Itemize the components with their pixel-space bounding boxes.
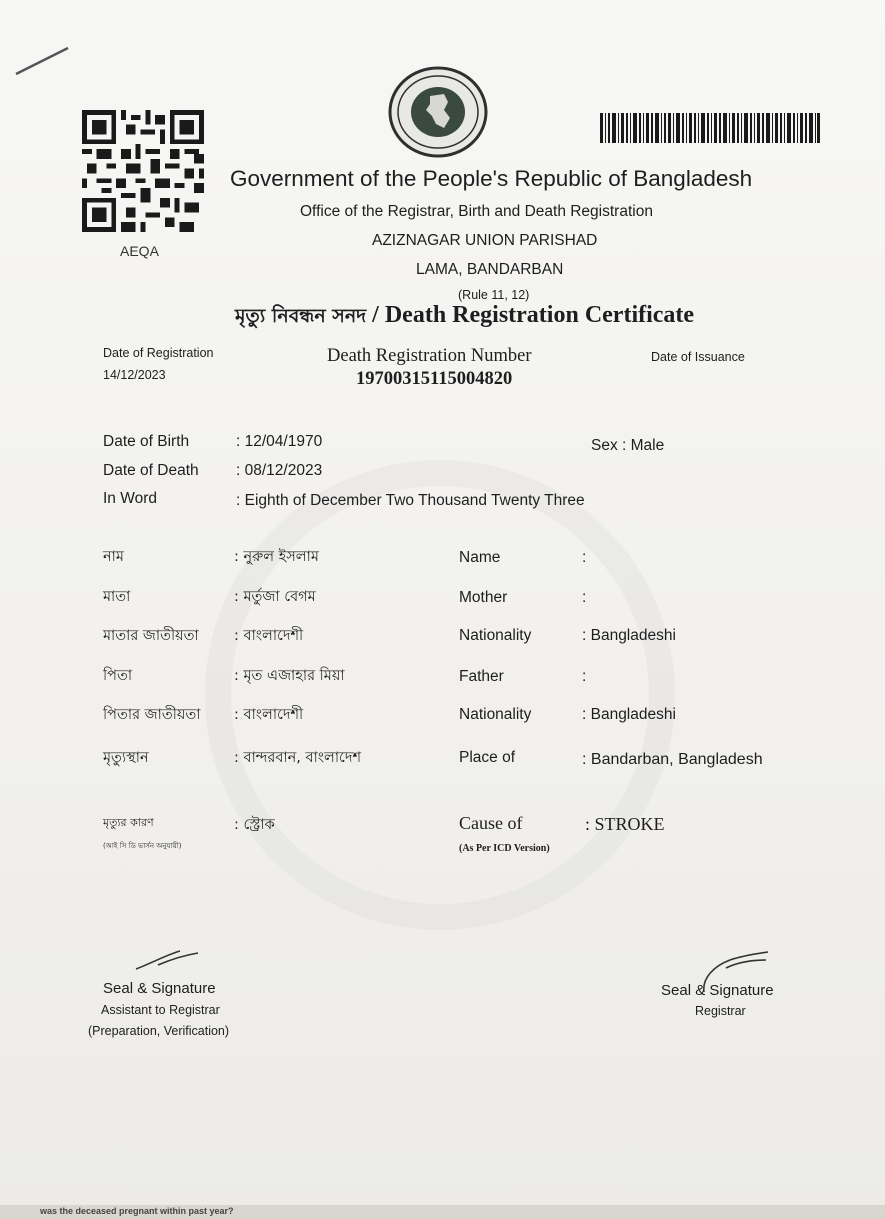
certificate-title-bn: মৃত্যু নিবন্ধন সনদ [235, 305, 367, 327]
registration-number-value: 19700315115004820 [356, 369, 513, 389]
watermark-emblem [205, 460, 675, 930]
bn-value-father-nationality: : বাংলাদেশী [234, 707, 304, 723]
bn-value-name: : নুরুল ইসলাম [234, 549, 319, 565]
in-word-value: : Eighth of December Two Thousand Twenty Three [236, 492, 585, 509]
bn-label-name: নাম [103, 549, 124, 565]
bn-value-father: : মৃত এজাহার মিয়া [234, 668, 345, 684]
sex-value: Sex : Male [591, 437, 665, 454]
date-of-registration-label: Date of Registration [103, 346, 214, 360]
bn-label-mother: মাতা [103, 589, 131, 605]
date-of-birth-label: Date of Birth [103, 433, 190, 450]
office-name: Office of the Registrar, Birth and Death Registration [300, 203, 653, 220]
qr-caption: AEQA [120, 243, 159, 259]
en-label-mother: Mother [459, 589, 508, 606]
bn-value-place-of-death: : বান্দরবান, বাংলাদেশ [234, 750, 362, 766]
registration-number-label: Death Registration Number [327, 346, 532, 366]
left-signature-role: Assistant to Registrar [101, 1003, 220, 1017]
certificate-title-sep: / [366, 302, 385, 328]
en-label-cause: Cause of [459, 813, 523, 833]
in-word-label: In Word [103, 490, 157, 507]
government-title: Government of the People's Republic of Bangladesh [230, 166, 753, 191]
bn-value-mother-nationality: : বাংলাদেশী [234, 628, 304, 644]
ink-mark [12, 40, 72, 80]
barcode-icon [600, 113, 820, 143]
en-label-father: Father [459, 668, 504, 685]
signature-scribble-left [132, 945, 202, 975]
en-value-father: : [582, 668, 587, 685]
date-of-death-value: : 08/12/2023 [236, 462, 323, 479]
rule-reference: (Rule 11, 12) [458, 288, 530, 302]
date-of-issuance-label: Date of Issuance [651, 350, 745, 364]
right-signature-title: Seal & Signature [661, 982, 774, 999]
bn-label-father: পিতা [103, 668, 133, 684]
bn-value-mother: : মর্তুজা বেগম [234, 589, 316, 605]
bn-label-father-nationality: পিতার জাতীয়তা [103, 707, 201, 723]
left-signature-note: (Preparation, Verification) [88, 1024, 230, 1038]
qr-code-icon [80, 110, 206, 232]
government-seal-icon [386, 64, 490, 160]
en-value-cause: : STROKE [585, 814, 665, 834]
certificate-title-en: Death Registration Certificate [384, 302, 695, 328]
en-value-father-nationality: : Bangladeshi [582, 706, 676, 723]
en-label-father-nationality: Nationality [459, 706, 532, 723]
bn-value-cause: : স্ট্রোক [234, 817, 275, 833]
en-label-place-of-death: Place of [459, 749, 516, 766]
en-value-place-of-death: : Bandarban, Bangladesh [582, 751, 763, 768]
bottom-edge [0, 1205, 885, 1219]
en-label-mother-nationality: Nationality [459, 627, 532, 644]
bn-label-mother-nationality: মাতার জাতীয়তা [103, 628, 199, 644]
union-name: AZIZNAGAR UNION PARISHAD [372, 232, 598, 249]
cut-off-text: was the deceased pregnant within past year? [40, 1206, 234, 1216]
en-value-mother: : [582, 589, 587, 606]
en-value-mother-nationality: : Bangladeshi [582, 627, 676, 644]
en-sub-cause: (As Per ICD Version) [459, 843, 550, 854]
bn-sub-cause: (আই সি ডি ভার্সন অনুযায়ী) [103, 842, 182, 850]
date-of-death-label: Date of Death [103, 462, 199, 479]
date-of-birth-value: : 12/04/1970 [236, 433, 323, 450]
bn-label-cause: মৃত্যুর কারণ [103, 816, 154, 829]
certificate-title [235, 302, 694, 334]
right-signature-role: Registrar [695, 1004, 746, 1018]
left-signature-title: Seal & Signature [103, 980, 216, 997]
date-of-registration-value: 14/12/2023 [103, 368, 166, 382]
bn-label-place-of-death: মৃত্যুস্থান [103, 750, 149, 766]
district-name: LAMA, BANDARBAN [416, 261, 564, 278]
en-value-name: : [582, 549, 587, 566]
en-label-name: Name [459, 549, 501, 566]
